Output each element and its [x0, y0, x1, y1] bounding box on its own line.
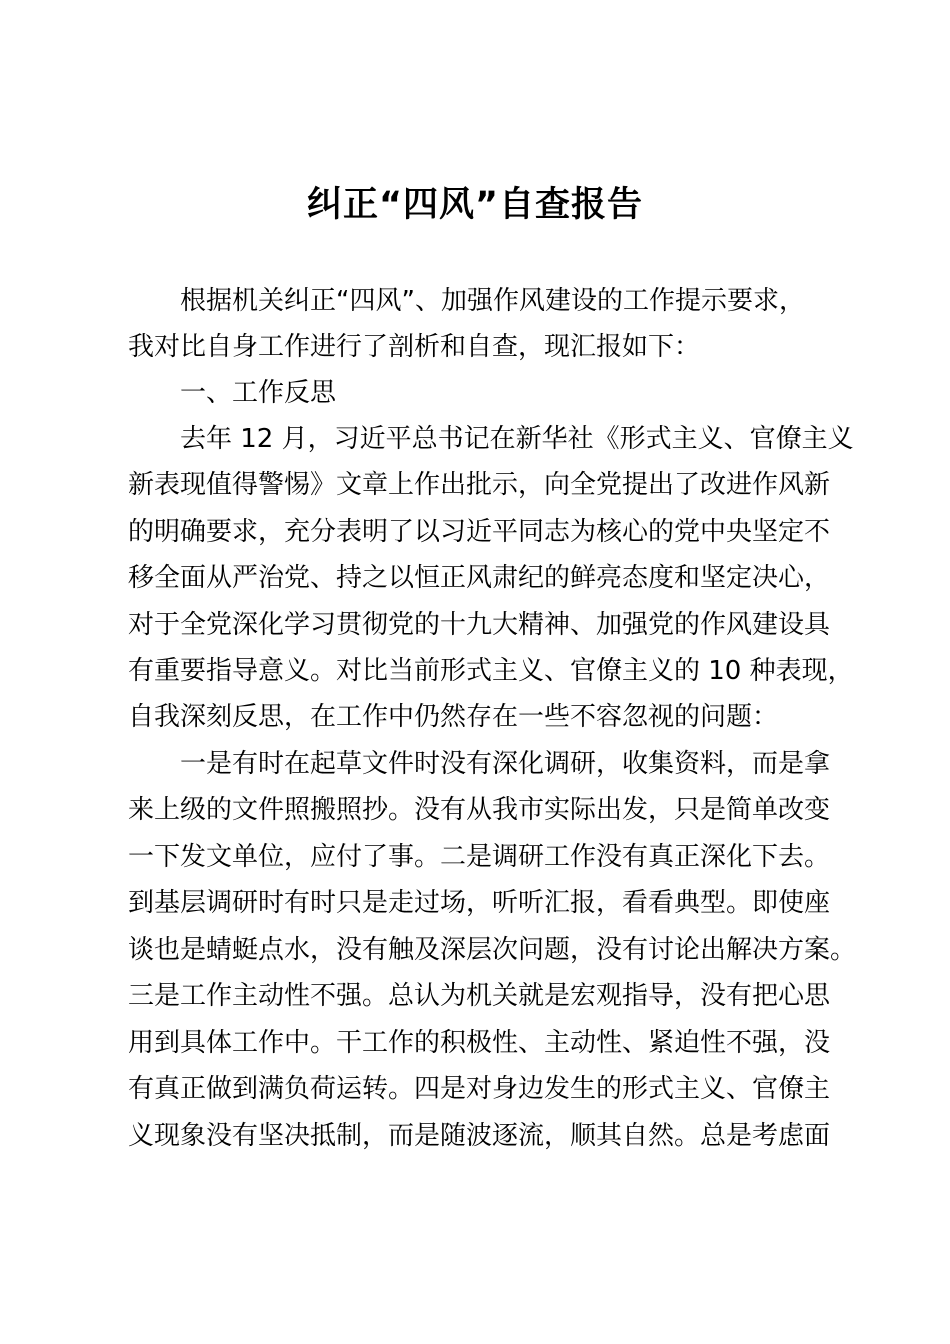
- text-line: 到基层调研时有时只是走过场，听听汇报，看看典型。即使座: [128, 888, 831, 918]
- text-line: 有重要指导意义。对比当前形式主义、官僚主义的 10 种表现，: [128, 656, 854, 686]
- text-line: 我对比自身工作进行了剖析和自查，现汇报如下：: [128, 332, 701, 362]
- text-line: 义现象没有坚决抵制，而是随波逐流，顺其自然。总是考虑面: [128, 1121, 831, 1151]
- text-line: 谈也是蜻蜓点水，没有触及深层次问题，没有讨论出解决方案。: [128, 935, 857, 965]
- text-line: 去年 12 月，习近平总书记在新华社《形式主义、官僚主义: [128, 424, 854, 454]
- text-line: 的明确要求，充分表明了以习近平同志为核心的党中央坚定不: [128, 517, 831, 547]
- text-line: 自我深刻反思，在工作中仍然存在一些不容忽视的问题：: [128, 702, 779, 732]
- text-line: 新表现值得警惕》文章上作出批示，向全党提出了改进作风新: [128, 470, 831, 500]
- text-line: 移全面从严治党、持之以恒正风肃纪的鲜亮态度和坚定决心，: [128, 563, 831, 593]
- text-line: 对于全党深化学习贯彻党的十九大精神、加强党的作风建设具: [128, 610, 831, 640]
- text-line: 来上级的文件照搬照抄。没有从我市实际出发，只是简单改变: [128, 795, 831, 825]
- section-heading: 一、工作反思: [128, 378, 337, 408]
- text-line: 用到具体工作中。干工作的积极性、主动性、紧迫性不强，没: [128, 1028, 831, 1058]
- text-line: 有真正做到满负荷运转。四是对身边发生的形式主义、官僚主: [128, 1074, 831, 1104]
- text-line: 一是有时在起草文件时没有深化调研，收集资料，而是拿: [128, 749, 831, 779]
- document-title: 纠正“四风”自查报告: [306, 185, 643, 225]
- text-line: 一下发文单位，应付了事。二是调研工作没有真正深化下去。: [128, 842, 831, 872]
- text-line: 根据机关纠正“四风”、加强作风建设的工作提示要求，: [128, 286, 805, 316]
- text-line: 三是工作主动性不强。总认为机关就是宏观指导，没有把心思: [128, 981, 831, 1011]
